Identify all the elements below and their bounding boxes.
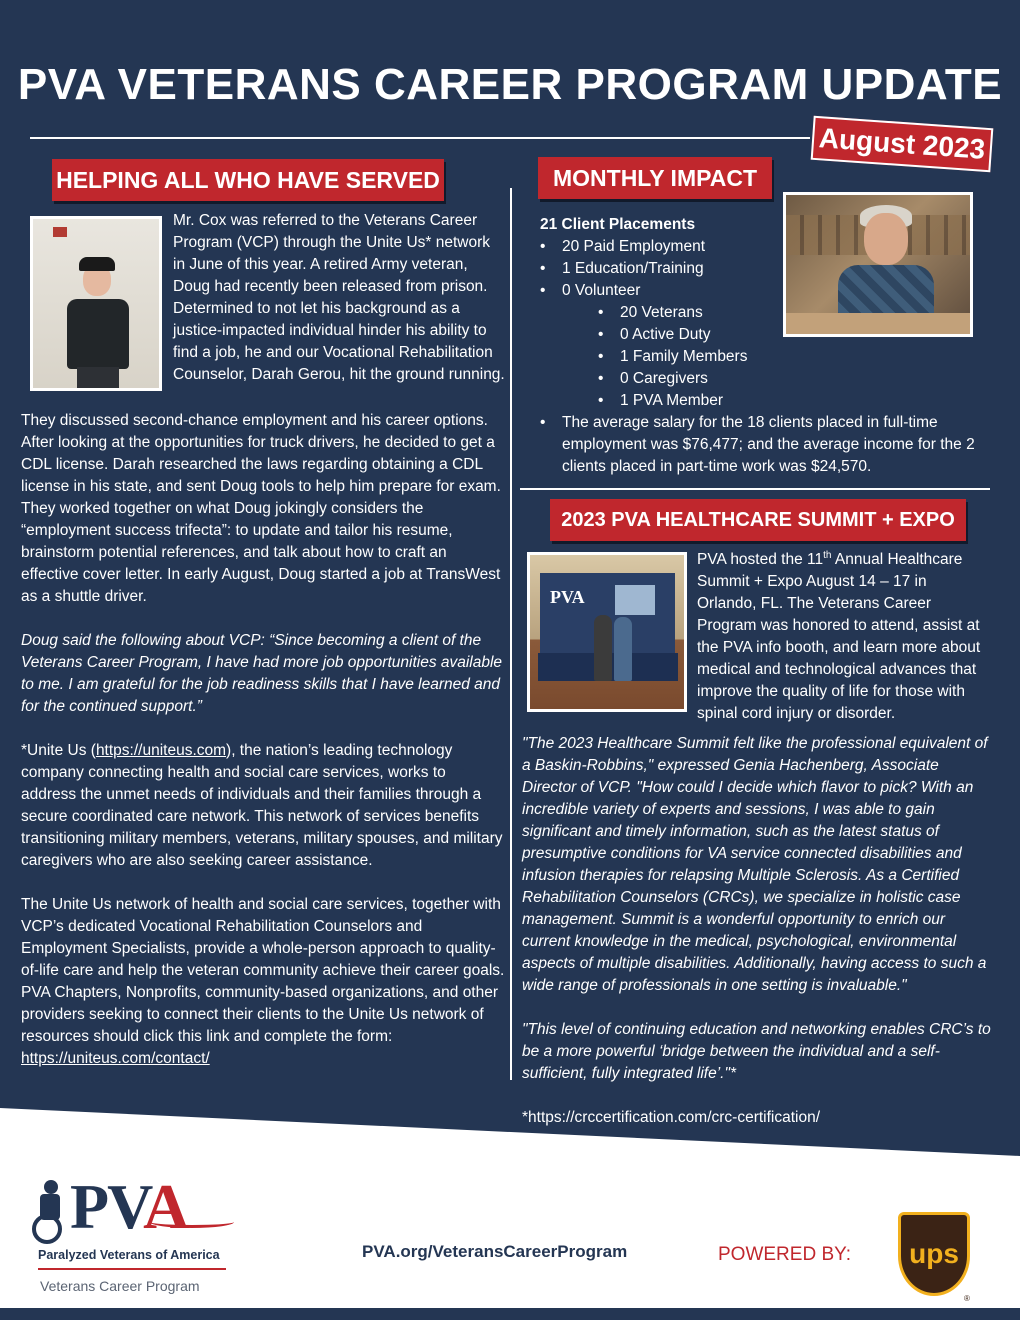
booth-pva-logo: PVA (550, 587, 585, 607)
hachenberg-quote: "The 2023 Healthcare Summit felt like the professional equivalent of a Baskin-Robbins," expressed Genia Hachenberg, Associate Director of VCP. "How could I decide which flavor to pick? With an incredible variety of experts and sessions, I was able to gain significant and timely information, such as the latest status of presumptive conditions for VA service connected disabilities and infusion therapies for relapsing Multiple Sclerosis. As a Certified Rehabilitation Counselors (CRCs), we specialize in holistic case management. Summit is a wonderful opportunity to enrich our current knowledge in the medical, psychological, environmental aspects of multiple disabilities. Additionally, having access to such a wide range of professionals in one setting is invaluable." (522, 735, 988, 994)
pva-program-name: Veterans Career Program (40, 1278, 200, 1294)
summit-quotes (522, 733, 994, 1129)
title-rule (30, 137, 810, 139)
impact-subitem-label: 1 PVA Member (620, 392, 724, 409)
pva-logo-letters: PVA (70, 1171, 188, 1242)
network-text: The Unite Us network of health and social care services, together with VCP’s dedicated Vocational Rehabilitation Counselors and Employment Specialists, provide a whole-person approach to quality-of-life care and help the veteran community achieve their career goals. PVA Chapters, Nonprofits, community-based organizations, and other providers seeking to connect their clients to the Unite Us network of resources should click this link and complete the form: (21, 896, 505, 1045)
photo-mr-cox (30, 216, 162, 391)
impact-item: • 20 Paid Employment (540, 238, 706, 255)
section-banner-summit: 2023 PVA HEALTHCARE SUMMIT + EXPO (550, 499, 966, 541)
impact-subitem-label: 1 Family Members (620, 348, 748, 365)
summit-text-start: PVA hosted the 11 (697, 551, 824, 568)
summit-ordinal: th (823, 549, 832, 561)
doug-quote: Doug said the following about VCP: “Since becoming a client of the Veterans Career Program, I have had more job opportunities available to me. I am grateful for the job readiness skills that I have learned and for the continued support.” (21, 632, 503, 715)
footer-url[interactable]: PVA.org/VeteransCareerProgram (362, 1242, 628, 1261)
impact-subitem: • 20 Veterans (598, 304, 703, 321)
impact-item: • 1 Education/Training (540, 260, 704, 277)
impact-subitem: • 0 Active Duty (598, 326, 711, 343)
summit-intro (697, 549, 989, 725)
powered-by-label: POWERED BY: (718, 1244, 852, 1265)
ups-logo-text: ups (909, 1238, 959, 1269)
photo-woodworker (783, 192, 973, 337)
photo-expo-booth (527, 552, 687, 712)
story-text: They discussed second-chance employment and his career options. After looking at the opportunities for truck drivers, he decided to get a CDL license. Darah researched the laws regarding obtaining a CDL license in his state, and sent Doug tools to help him prepare for exam. They worked together on what Doug jokingly considers the “employment success trifecta”: to update and tailor his resume, brainstorm potential references, and talk about how to craft an effective cover letter. In early August, Doug started a job at TransWest as a shuttle driver. (21, 412, 501, 605)
column-divider (510, 188, 512, 1080)
unite-us-link[interactable]: https://uniteus.com (95, 742, 227, 759)
footer-bottom-bar (0, 1308, 1020, 1320)
page-title: PVA VETERANS CAREER PROGRAM UPDATE (17, 60, 1003, 109)
impact-subitem-label: 0 Active Duty (620, 326, 711, 343)
story-body (21, 410, 505, 1070)
pva-org-rule (38, 1268, 226, 1270)
impact-item-label: 0 Volunteer (562, 282, 641, 299)
section-banner-impact: MONTHLY IMPACT (538, 157, 772, 199)
crc-footnote: *https://crccertification.com/crc-certification/ (522, 1109, 821, 1126)
ups-logo (898, 1212, 970, 1303)
impact-subitem: • 1 PVA Member (598, 392, 724, 409)
unite-us-prefix: *Unite Us ( (21, 742, 96, 759)
impact-item-label: 20 Paid Employment (562, 238, 706, 255)
salary-note: • The average salary for the 18 clients placed in full-time employment was $76,477; and the average income for the 2 clients placed in part-time work was $24,570. (540, 414, 975, 475)
placements-heading: 21 Client Placements (540, 216, 696, 233)
story-intro (173, 210, 505, 386)
ups-registered-mark: ® (964, 1294, 970, 1303)
impact-subitem-label: 20 Veterans (620, 304, 703, 321)
impact-subitem: • 0 Caregivers (598, 370, 708, 387)
unite-us-description: ), the nation’s leading technology company connecting health and social care services, works to address the unmet needs of individuals and their families through a secure coordinated care network. This network of services benefits transitioning military members, veterans, military spouses, and military caregivers who are also seeking career assistance. (21, 742, 503, 869)
crc-quote: "This level of continuing education and networking enables CRC’s to be a more powerful ‘bridge between the individual and a self-sufficient, fully integrated life’."* (522, 1021, 991, 1082)
unite-us-paragraph (21, 740, 505, 872)
impact-subitem: • 1 Family Members (598, 348, 748, 365)
impact-item-label: 1 Education/Training (562, 260, 704, 277)
impact-item: • 0 Volunteer (540, 282, 641, 299)
wheelchair-icon (30, 1180, 70, 1242)
pva-logo (30, 1172, 230, 1302)
story-intro-text: Mr. Cox was referred to the Veterans Career Program (VCP) through the Unite Us* network in June of this year. A retired Army veteran, Doug had recently been released from prison. Determined to not let his background as a justice-impacted individual hinder his ability to find a job, he and our Vocational Rehabilitation Counselor, Darah Gerou, hit the ground running. (173, 212, 505, 383)
summit-text-rest: Annual Healthcare Summit + Expo August 14 – 17 in Orlando, FL. The Veterans Career Program was honored to attend, assist at the PVA info booth, and learn more about medical and technological advances that improve the quality of life for those with spinal cord injury or disorder. (697, 551, 981, 722)
network-paragraph (21, 894, 505, 1070)
impact-list (540, 214, 780, 412)
impact-subitem-label: 0 Caregivers (620, 370, 708, 387)
right-section-rule (520, 488, 990, 490)
pva-org-name: Paralyzed Veterans of America (38, 1248, 220, 1262)
pva-swoosh (150, 1216, 234, 1228)
date-badge: August 2023 (811, 116, 994, 172)
contact-link[interactable]: https://uniteus.com/contact/ (21, 1050, 210, 1067)
section-banner-helping: HELPING ALL WHO HAVE SERVED (52, 159, 444, 201)
salary-note-text: The average salary for the 18 clients placed in full-time employment was $76,477; and the average income for the 2 clients placed in part-time work was $24,570. (562, 414, 975, 475)
